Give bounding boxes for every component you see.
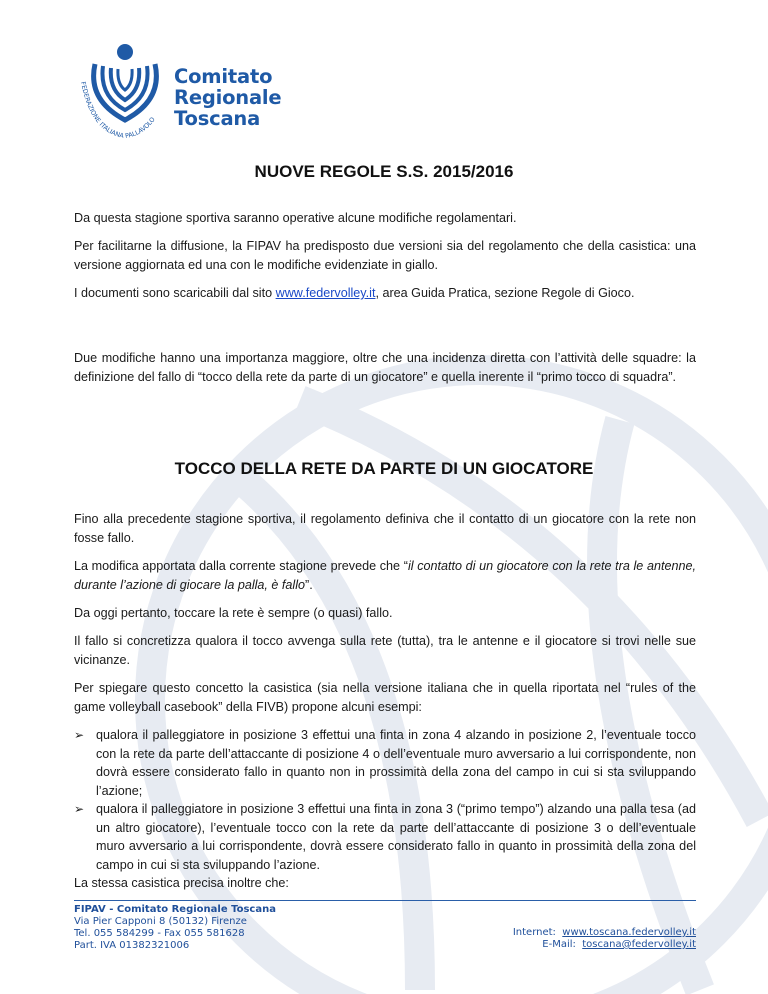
- intro-paragraph-2: Per facilitarne la diffusione, la FIPAV ha predisposto due versioni sia del regolamento che della casistica: una versione aggiornata ed una con le modifiche evidenziate in giallo.: [74, 239, 696, 272]
- email-label: E-Mail:: [542, 939, 576, 950]
- section-p2-after: ”.: [305, 577, 313, 592]
- logo-line-1: Comitato: [174, 65, 273, 88]
- section-paragraph-1: Fino alla precedente stagione sportiva, il regolamento definiva che il contatto di un giocatore con la rete non fosse fallo.: [74, 512, 696, 545]
- section-paragraph-3: Da oggi pertanto, toccare la rete è sempre (o quasi) fallo.: [74, 606, 393, 620]
- footer-contact: [74, 904, 276, 952]
- email-link[interactable]: toscana@federvolley.it: [582, 939, 696, 950]
- logo: [73, 42, 282, 142]
- section-p2-before: La modifica apportata dalla corrente stagione prevede che “: [74, 559, 408, 573]
- footer-address: Via Pier Capponi 8 (50132) Firenze: [74, 916, 247, 927]
- bullet-text-2: qualora il palleggiatore in posizione 3 effettui una finta in zona 3 (“primo tempo”) alzando una palla tesa (ad un altro giocatore), l’eventuale tocco con la rete da parte dell’attaccante di posizione 3 o dell’eventuale muro avversario a lui corrispondente, dovrà essere considerato fallo in quanto in prossimità della zona del campo in cui si sta sviluppando l’azione.: [96, 802, 696, 872]
- section-p2-quote: il contatto di un giocatore con la rete tra le antenne, durante l’azione di giocare la palla, è fallo: [74, 559, 697, 592]
- intro-paragraph-4: Due modifiche hanno una importanza maggiore, oltre che una incidenza diretta con l’attività delle squadre: la definizione del fallo di “tocco della rete da parte di un giocatore” e quella inerente il “primo tocco di squadra”.: [74, 351, 696, 384]
- intro-p3-text-after: , area Guida Pratica, sezione Regole di Gioco.: [375, 286, 635, 300]
- footer-phone: Tel. 055 584299 - Fax 055 581628: [74, 928, 245, 939]
- bullet-item-1: [74, 726, 696, 800]
- federvolley-link[interactable]: www.federvolley.it: [275, 286, 376, 300]
- section-title: TOCCO DELLA RETE DA PARTE DI UN GIOCATORE: [174, 459, 594, 478]
- logo-ring-text: FEDERAZIONE ITALIANA PALLAVOLO: [79, 81, 157, 141]
- section-paragraph-5: Per spiegare questo concetto la casistica (sia nella versione italiana che in quella riportata nel “rules of the game volleyball casebook” della FIVB) propone alcuni esempi:: [74, 681, 696, 714]
- section-paragraph-6: La stessa casistica precisa inoltre che:: [74, 876, 289, 890]
- bullet-item-2: [74, 800, 696, 874]
- document-title: NUOVE REGOLE S.S. 2015/2016: [254, 162, 514, 181]
- internet-label: Internet:: [512, 927, 556, 938]
- logo-text: [174, 66, 281, 129]
- logo-line-2: Regionale: [174, 86, 282, 109]
- intro-paragraph-3: [74, 284, 696, 303]
- footer-divider: [74, 900, 696, 901]
- section-paragraph-4: Il fallo si concretizza qualora il tocco avvenga sulla rete (tutta), tra le antenne e il giocatore si trovi nelle sue vicinanze.: [74, 634, 696, 667]
- footer-org: FIPAV - Comitato Regionale Toscana: [74, 904, 276, 915]
- internet-link[interactable]: www.toscana.federvolley.it: [562, 927, 696, 938]
- footer-vat: Part. IVA 01382321006: [74, 940, 190, 951]
- logo-line-3: Toscana: [174, 107, 261, 130]
- footer-web: [513, 927, 696, 951]
- arrow-bullet-icon: ➢: [74, 802, 85, 816]
- arrow-bullet-icon: ➢: [74, 728, 85, 742]
- intro-paragraph-1: Da questa stagione sportiva saranno operative alcune modifiche regolamentari.: [74, 211, 517, 225]
- fipav-logo-emblem: [73, 42, 173, 142]
- intro-p3-text-before: I documenti sono scaricabili dal sito: [74, 286, 276, 300]
- bullet-text-1: qualora il palleggiatore in posizione 3 effettui una finta in zona 4 alzando in posizione 2, l’eventuale tocco con la rete da parte dell’attaccante di posizione 4 o dell’eventuale muro avversario a lui corrispondente, non dovrà essere considerato fallo in quanto non in prossimità della zona del campo in cui si sta sviluppando l’azione;: [96, 728, 696, 798]
- section-paragraph-2: [74, 557, 696, 594]
